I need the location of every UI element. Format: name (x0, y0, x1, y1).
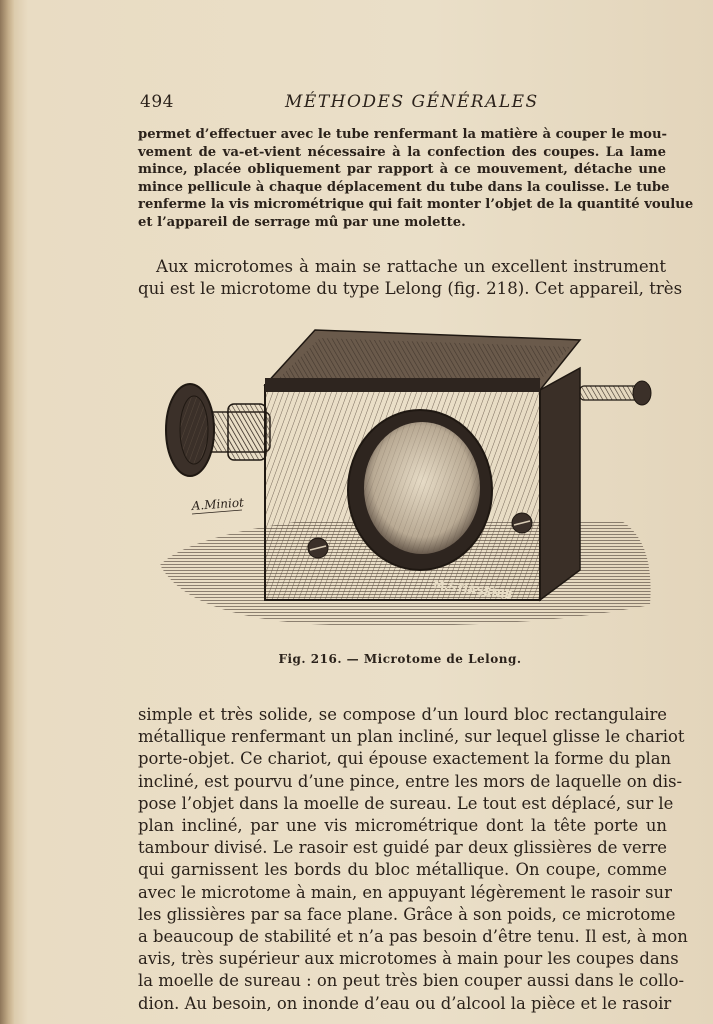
microtome-illustration (150, 320, 660, 640)
text-line-content: Aux microtomes à main se rattache un excellent instrument (156, 257, 666, 276)
text-line: avis, très supérieur aux microtomes à main pour les coupes dans (138, 949, 679, 969)
page-number: 494 (140, 92, 174, 112)
text-line: permet d’effectuer avec le tube renfermant la matière à couper le mou- (138, 127, 668, 142)
text-line: dion. Au besoin, on inonde d’eau ou d’alcool la pièce et le rasoir (138, 993, 672, 1013)
text-line: mince pellicule à chaque déplacement du tube dans la coulisse. Le tube (138, 179, 670, 195)
running-title: MÉTHODES GÉNÉRALES (285, 92, 539, 112)
engraver-signature: A.Miniot (191, 495, 245, 513)
page-header (140, 92, 665, 118)
maker-label: M.STIASSNIE (432, 578, 513, 603)
text-line: mince, placée obliquement par rapport à ce mouvement, détache une (138, 162, 666, 178)
text-line: la moelle de sureau : on peut très bien couper aussi dans le collo- (138, 971, 685, 991)
text-line: plan incliné, par une vis micrométrique dont la tête porte un (138, 816, 667, 836)
text-line: qui garnissent les bords du bloc métallique. On coupe, comme (138, 860, 667, 880)
text-line: porte-objet. Ce chariot, qui épouse exactement la forme du plan (138, 749, 672, 769)
text-line: vement de va-et-vient nécessaire à la confection des coupes. La lame (138, 144, 666, 160)
text-line: pose l’objet dans la moelle de sureau. Le tout est déplacé, sur le (138, 793, 674, 813)
text-line: a beaucoup de stabilité et n’a pas besoin d’être tenu. Il est, à mon (138, 927, 688, 947)
block-side (540, 368, 580, 600)
text-line: qui est le microtome du type Lelong (fig. 218). Cet appareil, très (138, 279, 683, 298)
text-line: métallique renfermant un plan incliné, sur lequel glisse le chariot (138, 727, 685, 747)
figure-caption: Fig. 216. — Microtome de Lelong. (278, 652, 522, 666)
book-binding-edge (0, 0, 14, 1024)
text-line: les glissières par sa face plane. Grâce à son poids, ce microtome (138, 904, 676, 924)
text-line: incliné, est pourvu d’une pince, entre les mors de laquelle on dis- (138, 771, 683, 791)
microtome-engraving (150, 320, 660, 640)
text-line: et l’appareil de serrage mû par une molette. (138, 214, 466, 230)
text-line (138, 256, 666, 278)
text-line: simple et très solide, se compose d’un lourd bloc rectangulaire (138, 705, 667, 724)
text-line: tambour divisé. Le rasoir est guidé par deux glissières de verre (138, 838, 667, 858)
intro-paragraph (138, 256, 683, 300)
main-paragraph (138, 704, 688, 1015)
text-line: renferme la vis micrométrique qui fait monter l’objet de la quantité voulue (138, 197, 694, 213)
small-print-paragraph (138, 126, 694, 232)
text-line: avec le microtome à main, en appuyant légèrement le rasoir sur (138, 882, 672, 902)
